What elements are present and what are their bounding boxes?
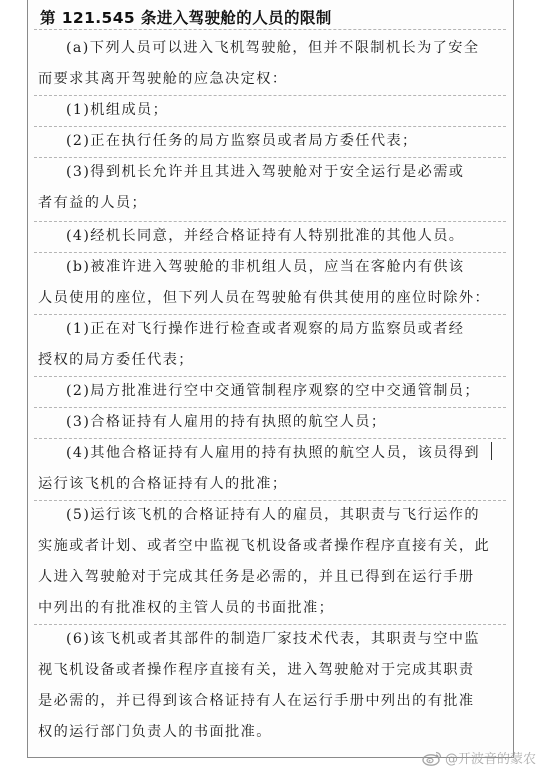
- document-title: 第 121.545 条进入驾驶舱的人员的限制: [40, 9, 332, 27]
- separator-line: [34, 314, 506, 315]
- item-b1-line-1: (1)正在对飞行操作进行检查或者观察的局方监察员或者经: [66, 321, 465, 337]
- item-b6-line-4: 权的运行部门负责人的书面批准。: [38, 724, 272, 740]
- separator-line: [34, 624, 506, 625]
- paragraph-b-line-2: 人员使用的座位，但下列人员在驾驶舱有供其使用的座位时除外：: [38, 290, 491, 306]
- item-b6-line-1: (6)该飞机或者其部件的制造厂家技术代表，其职责与空中监: [66, 631, 480, 647]
- separator-line: [34, 221, 506, 222]
- item-b4-line-1: (4)其他合格证持有人雇用的持有执照的航空人员，该员得到: [66, 445, 480, 461]
- separator-line: [34, 126, 506, 127]
- weibo-icon: [422, 750, 442, 766]
- item-a2-line-1: (2)正在执行任务的局方监察员或者局方委任代表；: [66, 133, 418, 149]
- paragraph-a-line-1: (a)下列人员可以进入飞机驾驶舱，但并不限制机长为了安全: [66, 40, 480, 56]
- item-b5-line-4: 中列出的有批准权的主管人员的书面批准；: [38, 600, 335, 616]
- separator-line: [34, 29, 506, 30]
- separator-line: [34, 500, 506, 501]
- item-b5-line-3: 人进入驾驶舱对于完成其任务是必需的，并且已得到在运行手册: [38, 569, 475, 585]
- paragraph-a-line-2: 而要求其离开驾驶舱的应急决定权：: [38, 71, 288, 87]
- separator-line: [34, 252, 506, 253]
- item-b6-line-3: 是必需的，并已得到该合格证持有人在运行手册中列出的有批准: [38, 693, 475, 709]
- separator-line: [34, 95, 506, 96]
- item-b5-line-2: 实施或者计划、或者空中监视飞机设备或者操作程序直接有关，此: [38, 538, 491, 554]
- separator-line: [34, 438, 506, 439]
- item-b5-line-1: (5)运行该飞机的合格证持有人的雇员，其职责与飞行运作的: [66, 507, 480, 523]
- watermark: [422, 748, 536, 767]
- item-b3-line-1: (3)合格证持有人雇用的持有执照的航空人员；: [66, 414, 387, 430]
- item-b4-line-2: 运行该飞机的合格证持有人的批准；: [38, 476, 288, 492]
- item-a3-line-1: (3)得到机长允许并且其进入驾驶舱对于安全运行是必需或: [66, 164, 465, 180]
- item-a1-line-1: (1)机组成员；: [66, 102, 169, 118]
- item-b2-line-1: (2)局方批准进行空中交通管制程序观察的空中交通管制员；: [66, 383, 480, 399]
- item-b6-line-2: 视飞机设备或者操作程序直接有关，进入驾驶舱对于完成其职责: [38, 662, 475, 678]
- text-cursor: [491, 442, 492, 460]
- item-b1-line-2: 授权的局方委任代表；: [38, 352, 194, 368]
- item-a3-line-2: 者有益的人员；: [38, 195, 148, 211]
- paragraph-b-line-1: (b)被准许进入驾驶舱的非机组人员，应当在客舱内有供该: [66, 259, 465, 275]
- separator-line: [34, 157, 506, 158]
- watermark-text: @开波音的蒙农: [444, 752, 536, 767]
- separator-line: [34, 407, 506, 408]
- item-a4-line-1: (4)经机长同意，并经合格证持有人特别批准的其他人员。: [66, 228, 465, 244]
- separator-line: [34, 376, 506, 377]
